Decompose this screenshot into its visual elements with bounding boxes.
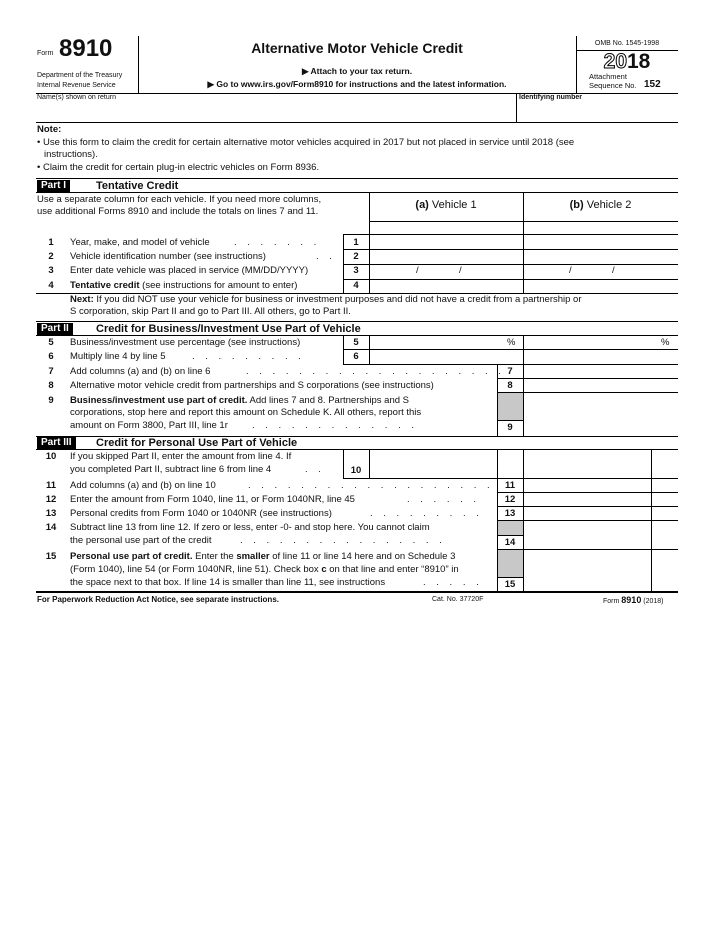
line15-text1 — [70, 551, 455, 563]
line4-box: 4 — [353, 280, 359, 291]
form-title: Alternative Motor Vehicle Credit — [251, 40, 463, 56]
line7-text: Add columns (a) and (b) on line 6 — [70, 366, 211, 377]
next-bold: Next: — [70, 294, 94, 305]
line9-num: 9 — [48, 395, 54, 406]
line10-text2: you completed Part II, subtract line 6 from line 4 — [70, 464, 272, 475]
line12-amount-input[interactable] — [524, 493, 650, 506]
line14-amount-input[interactable] — [524, 535, 650, 548]
line2-box: 2 — [353, 251, 359, 262]
line2-vehicle2-input[interactable] — [524, 250, 677, 263]
part1-intro1: Use a separate column for each vehicle. If you need more columns, — [37, 194, 322, 205]
line15-t1b: smaller — [236, 551, 270, 562]
names-label: Name(s) shown on return — [37, 94, 116, 101]
line7-dots: . . . . . . . . . . . . . . . . . . . . — [246, 366, 505, 377]
attachment-label: Attachment — [589, 72, 627, 81]
next-text1: If you did NOT use your vehicle for business or investment purposes and did not have a credit from a partnership or — [93, 294, 582, 305]
line15-t1a: Enter the — [192, 551, 237, 562]
next-line2: S corporation, skip Part II and go to Part III. All others, go to Part II. — [70, 306, 351, 317]
line7-num: 7 — [48, 366, 54, 377]
line5-vehicle2-input[interactable] — [524, 336, 658, 349]
line9-rest1: Add lines 7 and 8. Partnerships and S — [247, 395, 409, 406]
col-b-header — [523, 199, 678, 211]
line9-text2: corporations, stop here and report this amount on Schedule K. All others, report this — [70, 407, 422, 418]
omb-number: OMB No. 1545-1998 — [594, 40, 660, 47]
line15-bold: Personal use part of credit. — [70, 551, 193, 562]
line5-text: Business/investment use percentage (see instructions) — [70, 337, 301, 348]
line8-num: 8 — [48, 380, 54, 391]
line14-box: 14 — [504, 537, 516, 548]
line6-dots: . . . . . . . . . — [192, 351, 305, 362]
line9-text3: amount on Form 3800, Part III, line 1r — [70, 420, 228, 431]
part2-title: Credit for Business/Investment Use Part of Vehicle — [96, 323, 361, 335]
line2-dots: . . — [316, 251, 336, 262]
line3-v1-sep2: / — [459, 265, 462, 276]
line15-num: 15 — [45, 551, 57, 562]
dept-line1: Department of the Treasury — [37, 72, 123, 79]
line13-amount-input[interactable] — [524, 507, 650, 520]
part1-intro2: use additional Forms 8910 and include the totals on lines 7 and 11. — [37, 206, 319, 217]
line2-vehicle1-input[interactable] — [370, 250, 522, 263]
line1-text: Year, make, and model of vehicle — [70, 237, 210, 248]
line10-dots: . . — [305, 464, 325, 475]
line3-box: 3 — [353, 265, 359, 276]
line12-text: Enter the amount from Form 1040, line 11, or Form 1040NR, line 45 — [70, 494, 355, 505]
note-bullet1a: • Use this form to claim the credit for certain alternative motor vehicles acquired in 2017 but not placed in service until 2018 (see — [37, 137, 575, 148]
line15-text2 — [70, 564, 459, 576]
line1-vehicle1-input[interactable] — [370, 235, 522, 248]
line13-text: Personal credits from Form 1040 or 1040NR (see instructions) — [70, 508, 332, 519]
note-bullet1b: instructions). — [44, 149, 98, 160]
line11-num: 11 — [45, 480, 57, 491]
col-a-letter: (a) — [415, 199, 429, 211]
line4-rest: (see instructions for amount to enter) — [139, 280, 298, 291]
line3-v2-sep2: / — [612, 265, 615, 276]
line15-t2c: on that line and enter “8910” in — [326, 564, 459, 575]
line12-dots: . . . . . . — [407, 494, 481, 505]
line13-dots: . . . . . . . . . — [370, 508, 483, 519]
line9-box: 9 — [507, 422, 513, 433]
tax-year — [576, 51, 678, 73]
line8-text: Alternative motor vehicle credit from partnerships and S corporations (see instructions) — [70, 380, 434, 391]
col-a-header — [369, 199, 523, 211]
col-a-label: Vehicle 1 — [431, 199, 477, 211]
part1-title: Tentative Credit — [96, 180, 179, 192]
line14-num: 14 — [45, 522, 57, 533]
line10-box: 10 — [350, 465, 362, 476]
part3-title: Credit for Personal Use Part of Vehicle — [96, 437, 298, 449]
line15-text3: the space next to that box. If line 14 is smaller than line 11, see instructions — [70, 577, 386, 588]
note-bullet2: • Claim the credit for certain plug-in electric vehicles on Form 8936. — [37, 162, 320, 173]
line11-box: 11 — [504, 480, 516, 491]
line9-bold: Business/investment use part of credit. — [70, 395, 248, 406]
line3-text: Enter date vehicle was placed in service (MM/DD/YYYY) — [70, 265, 309, 276]
footer-form-year: (2018) — [643, 598, 664, 605]
line5-num: 5 — [48, 337, 54, 348]
line15-t1c: of line 11 or line 14 here and on Schedule 3 — [269, 551, 456, 562]
paperwork-notice: For Paperwork Reduction Act Notice, see separate instructions. — [37, 595, 279, 604]
line10-text1: If you skipped Part II, enter the amount from line 4. If — [70, 451, 292, 462]
line4-vehicle1-input[interactable] — [370, 280, 522, 292]
tax-year-bold: 18 — [627, 50, 651, 73]
line1-num: 1 — [48, 237, 54, 248]
line3-v2-sep1: / — [569, 265, 572, 276]
line15-box: 15 — [504, 579, 516, 590]
note-heading: Note: — [37, 124, 62, 135]
sequence-label: Sequence No. — [589, 81, 637, 90]
line8-amount-input[interactable] — [524, 379, 677, 392]
line8-box: 8 — [507, 380, 513, 391]
part2-badge: Part II — [37, 323, 73, 335]
line4-vehicle2-input[interactable] — [524, 280, 677, 292]
line5-vehicle1-input[interactable] — [370, 336, 505, 349]
line1-dots: . . . . . . . — [234, 237, 321, 248]
line4-bold: Tentative credit — [70, 280, 140, 291]
line14-text1: Subtract line 13 from line 12. If zero or less, enter -0- and stop here. You cannot claim — [70, 522, 430, 533]
line10-num: 10 — [45, 451, 57, 462]
line3-vehicle1-date-input[interactable] — [370, 265, 522, 278]
line9-text1 — [70, 395, 409, 407]
line5-v1-pct: % — [507, 337, 516, 348]
footer-form-word: Form — [603, 598, 620, 605]
footer-form-number: 8910 — [621, 595, 642, 605]
line5-box: 5 — [353, 337, 359, 348]
line14-text2: the personal use part of the credit — [70, 535, 212, 546]
line9-dots: . . . . . . . . . . . . . — [252, 420, 418, 431]
line3-num: 3 — [48, 265, 54, 276]
line14-dots: . . . . . . . . . . . . . . . . — [240, 535, 446, 546]
line15-amount-input[interactable] — [524, 577, 650, 591]
line6-vehicle2-input[interactable] — [524, 350, 677, 363]
attach-instruction: ▶ Attach to your tax return. — [301, 66, 413, 76]
goto-instruction: ▶ Go to www.irs.gov/Form8910 for instructions and the latest information. — [207, 79, 507, 89]
line15-t2b: c — [321, 564, 327, 575]
line1-box: 1 — [353, 237, 359, 248]
line9-amount-input[interactable] — [524, 420, 677, 435]
line7-amount-input[interactable] — [524, 365, 677, 378]
line3-v1-sep1: / — [416, 265, 419, 276]
line6-box: 6 — [353, 351, 359, 362]
identifying-number-label: Identifying number — [519, 94, 582, 101]
line3-vehicle2-date-input[interactable] — [524, 265, 677, 278]
name-input[interactable] — [37, 104, 513, 120]
line2-text: Vehicle identification number (see instructions) — [70, 251, 266, 262]
line15-t2a: (Form 1040), line 54 (or Form 1040NR, line 51). Check box — [70, 564, 322, 575]
next-line1 — [70, 294, 582, 306]
line6-text: Multiply line 4 by line 5 — [70, 351, 166, 362]
line4-num: 4 — [48, 280, 54, 291]
tax-year-outline: 20 — [603, 50, 627, 73]
form-number: 8910 — [59, 35, 113, 62]
line4-text — [70, 280, 297, 292]
line5-v2-pct: % — [661, 337, 670, 348]
line11-text: Add columns (a) and (b) on line 10 — [70, 480, 216, 491]
col-b-label: Vehicle 2 — [586, 199, 632, 211]
line10-vehicle1-input[interactable] — [370, 450, 496, 477]
col-b-letter: (b) — [569, 199, 584, 211]
line1-vehicle2-input[interactable] — [524, 235, 677, 248]
footer-form — [603, 594, 664, 608]
part1-badge: Part I — [37, 180, 70, 192]
line15-dots: . . . . . — [423, 577, 483, 588]
line6-vehicle1-input[interactable] — [370, 350, 522, 363]
line2-num: 2 — [48, 251, 54, 262]
cat-number: Cat. No. 37720F — [432, 596, 484, 603]
identifying-number-input[interactable] — [519, 104, 677, 120]
line6-num: 6 — [48, 351, 54, 362]
line7-box: 7 — [507, 366, 513, 377]
form-word: Form — [37, 50, 54, 57]
line12-num: 12 — [45, 494, 57, 505]
line11-amount-input[interactable] — [524, 479, 650, 492]
sequence-number: 152 — [644, 79, 661, 90]
line12-box: 12 — [504, 494, 516, 505]
line10-vehicle2-input[interactable] — [524, 450, 650, 477]
line11-dots: . . . . . . . . . . . . . . . . . . . — [248, 480, 494, 491]
line13-box: 13 — [504, 508, 516, 519]
part3-badge: Part III — [37, 437, 76, 449]
dept-line2: Internal Revenue Service — [37, 82, 116, 89]
line13-num: 13 — [45, 508, 57, 519]
